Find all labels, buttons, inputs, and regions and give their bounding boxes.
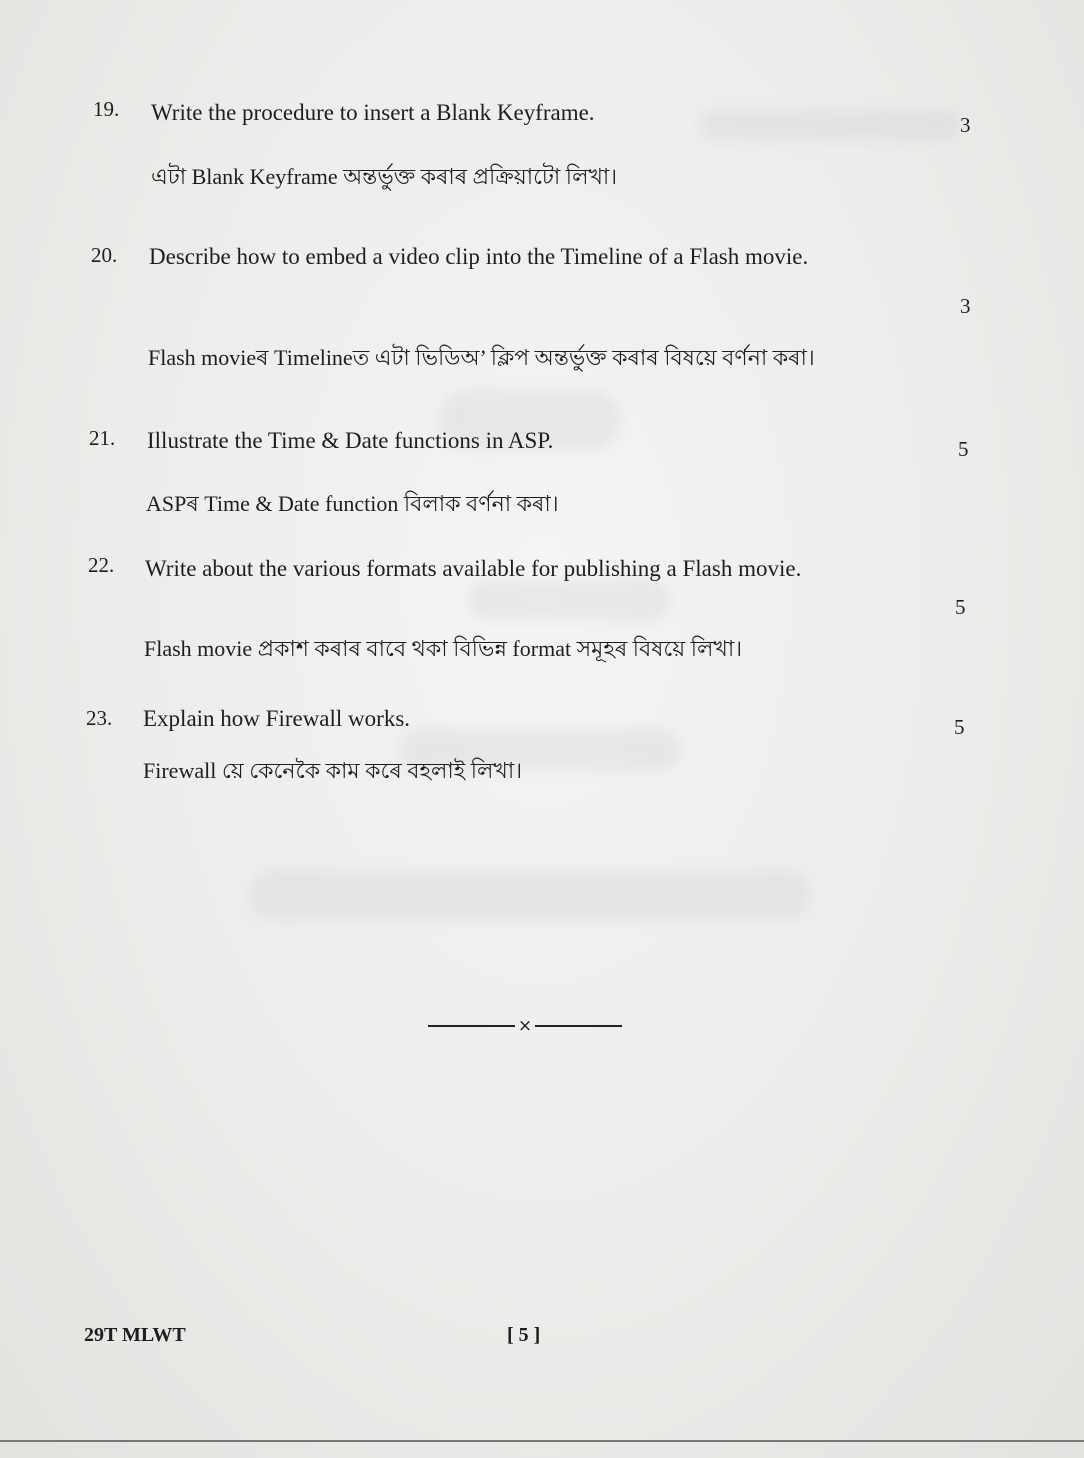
question-marks: 3	[960, 294, 971, 318]
question-number: 22.	[88, 553, 115, 577]
end-rule-right	[535, 1025, 622, 1027]
question-text: Describe how to embed a video clip into the Timeline of a Flash movie.	[149, 244, 809, 269]
question-marks: 5	[954, 715, 965, 739]
paper-code: 29T MLWT	[84, 1324, 186, 1346]
end-of-paper-mark	[428, 1016, 622, 1036]
question-marks: 3	[960, 113, 971, 137]
question-number: 19.	[93, 97, 120, 121]
question-translation: এটা Blank Keyframe অন্তৰ্ভুক্ত কৰাৰ প্ৰক্ৰিয়াটো লিখা।	[151, 164, 618, 189]
question-number: 20.	[91, 243, 118, 267]
end-cross: ×	[517, 1015, 533, 1036]
question-translation: Flash movieৰ Timelineত এটা ভিডিঅ’ ক্লিপ অন্তৰ্ভুক্ত কৰাৰ বিষয়ে বৰ্ণনা কৰা।	[148, 345, 815, 370]
question-marks: 5	[958, 437, 969, 461]
page-bottom-edge	[0, 1440, 1084, 1442]
question-translation: Flash movie প্ৰকাশ কৰাৰ বাবে থকা বিভিন্ন format সমূহৰ বিষয়ে লিখা।	[144, 636, 743, 661]
question-text: Illustrate the Time & Date functions in ASP.	[147, 428, 554, 453]
question-marks: 5	[955, 595, 966, 619]
question-translation: Firewall য়ে কেনেকৈ কাম কৰে বহলাই লিখা।	[143, 758, 523, 783]
question-translation: ASPৰ Time & Date function বিলাক বৰ্ণনা কৰা।	[146, 491, 559, 516]
question-text: Explain how Firewall works.	[143, 706, 411, 731]
question-text: Write the procedure to insert a Blank Keyframe.	[151, 100, 595, 125]
question-number: 23.	[86, 706, 113, 730]
page-number: [ 5 ]	[507, 1324, 541, 1346]
question-text: Write about the various formats available for publishing a Flash movie.	[145, 556, 802, 581]
question-number: 21.	[89, 426, 116, 450]
end-rule-left	[428, 1025, 515, 1027]
